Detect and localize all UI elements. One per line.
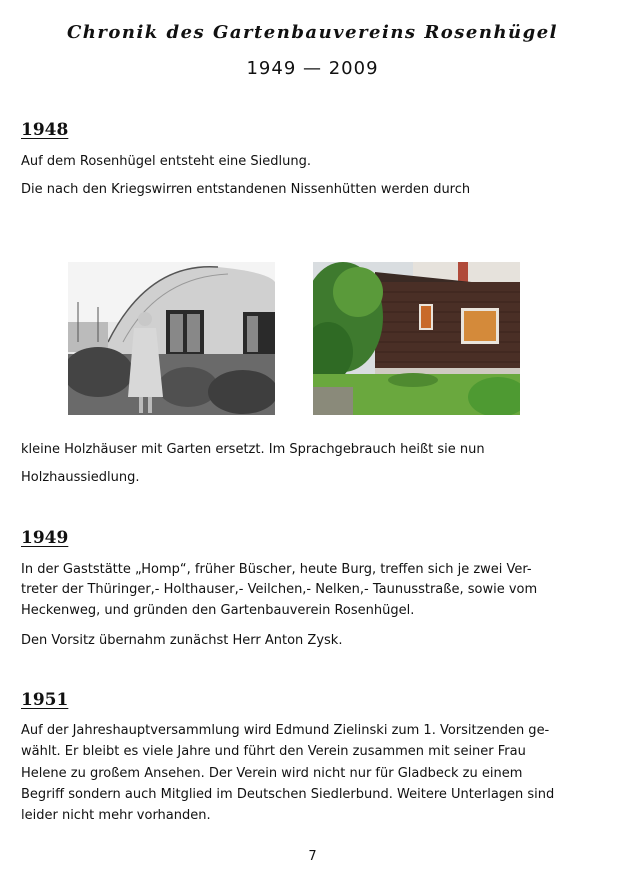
paragraph-1951-line-4: Begriff sondern auch Mitglied im Deutschen Siedlerbund. Weitere Unterlagen sind xyxy=(21,787,555,802)
paragraph-1951-line-3: Helene zu großem Ansehen. Der Verein wird nicht nur für Gladbeck zu einem xyxy=(21,766,523,781)
paragraph-1949-line-3: Heckenweg, und gründen den Gartenbauverein Rosenhügel. xyxy=(21,603,415,618)
year-heading-1948: 1948 xyxy=(21,120,69,140)
paragraph-1951-line-5: leider nicht mehr vorhanden. xyxy=(21,808,211,823)
year-heading-1951: 1951 xyxy=(21,690,69,710)
paragraph-1948-line-3: kleine Holzhäuser mit Garten ersetzt. Im Sprachgebrauch heißt sie nun xyxy=(21,442,485,457)
paragraph-1949-extra: Den Vorsitz übernahm zunächst Herr Anton Zysk. xyxy=(21,633,343,648)
year-heading-1949: 1949 xyxy=(21,528,69,548)
paragraph-1951-line-2: wählt. Er bleibt es viele Jahre und führt den Verein zusammen mit seiner Frau xyxy=(21,744,526,759)
photo-wooden-house xyxy=(313,262,520,415)
page-title: Chronik des Gartenbauvereins Rosenhügel xyxy=(66,22,559,43)
paragraph-1948-line-1: Auf dem Rosenhügel entsteht eine Siedlung. xyxy=(21,154,312,169)
photo-nissen-hut xyxy=(68,262,275,415)
nissen-hut-image xyxy=(68,262,275,415)
paragraph-1951-line-1: Auf der Jahreshauptversammlung wird Edmund Zielinski zum 1. Vorsitzenden ge- xyxy=(21,723,550,738)
paragraph-1949-line-1: In der Gaststätte „Homp“, früher Büscher, heute Burg, treffen sich je zwei Ver- xyxy=(21,562,532,577)
page-subtitle: 1949 — 2009 xyxy=(246,58,379,79)
wooden-house-image xyxy=(313,262,520,415)
page-number: 7 xyxy=(308,849,317,864)
paragraph-1948-line-2: Die nach den Kriegswirren entstandenen Nissenhütten werden durch xyxy=(21,182,471,197)
paragraph-1948-line-4: Holzhaussiedlung. xyxy=(21,470,140,485)
paragraph-1949-line-2: treter der Thüringer,- Holthauser,- Veilchen,- Nelken,- Taunusstraße, sowie vom xyxy=(21,582,538,597)
